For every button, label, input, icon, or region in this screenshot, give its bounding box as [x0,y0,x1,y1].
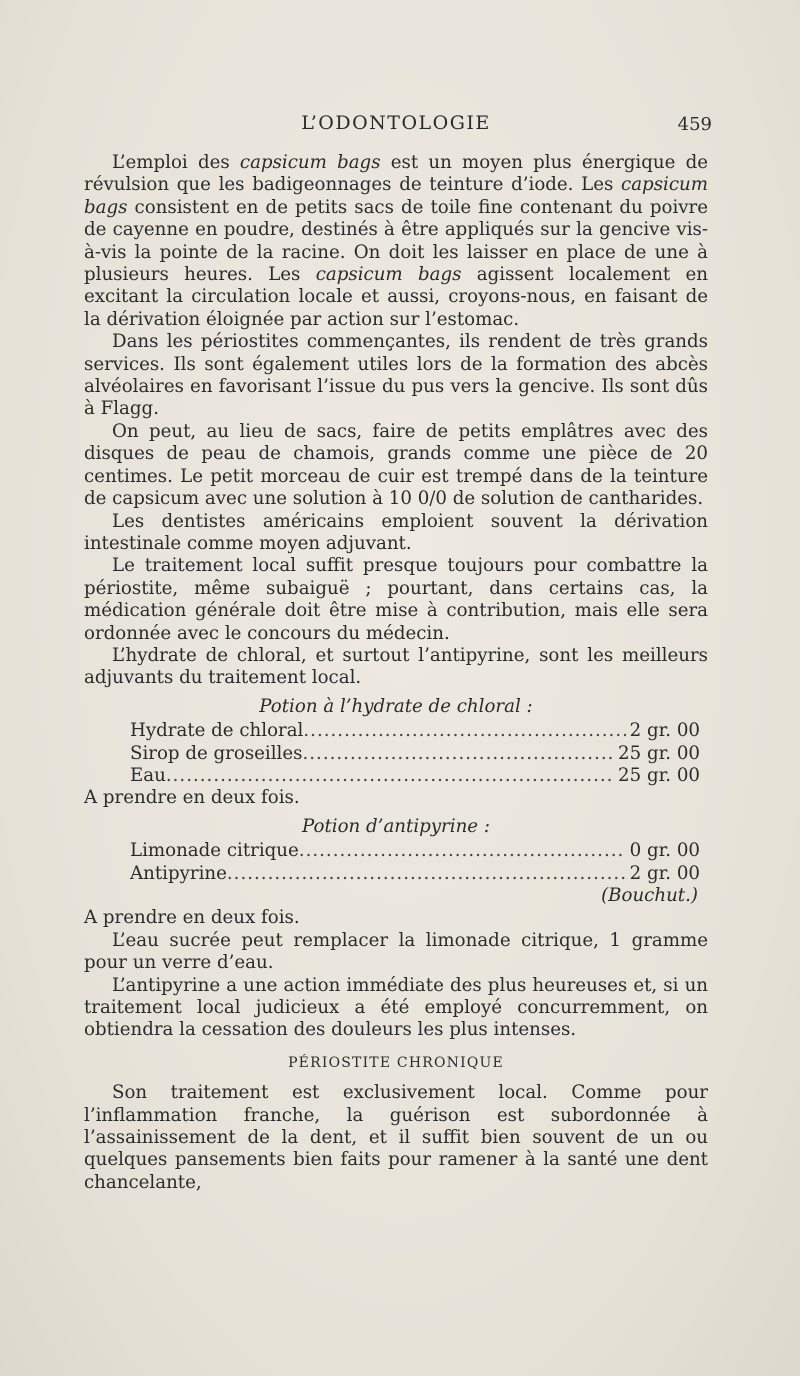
italic-term: capsicum bags [239,152,381,173]
page-number: 459 [677,114,712,135]
paragraph-text: agissent localement en excitant la circulation locale et aussi, croyons-nous, en faisant de la dérivation éloignée par action sur l’estomac. [84,264,709,330]
ingredient-quantity: 0 gr. 00 [629,840,700,862]
ingredient-name: Limonade citrique [130,840,299,862]
paragraph-derivation: Les dentistes américains emploient souvent la dérivation intestinale comme moyen adjuvant. [84,510,708,554]
paragraph-capsicum [84,152,708,331]
ingredient-name: Sirop de groseilles [130,742,303,764]
formula-line [84,765,708,787]
formula-antipyrine-instruction: A prendre en deux fois. [84,907,300,929]
ingredient-name: Antipyrine [130,862,227,884]
paragraph-antipyrine-action: L’antipyrine a une action immédiate des plus heureuses et, si un traitement local judicieux a été employé concurremment, on obtiendra la cessation des douleurs les plus intenses. [84,974,708,1041]
paragraph-chronique: Son traitement est exclusivement local. Comme pour l’inflammation franche, la guérison est subordonnée à l’assainissement de la dent, et il suffit bien souvent de un ou quelques pansements bien faits pour ramener à la santé une dent chancelante, [84,1082,708,1193]
paragraph-text: est un moyen plus énergique de révulsion que les badigeonnages de teinture d’iode. Les [84,152,708,196]
paragraph-adjuvants: L’hydrate de chloral, et surtout l’antipyrine, sont les meilleurs adjuvants du traitement local. [84,644,708,689]
leader-dots [299,840,626,862]
paragraph-text: L’emploi des [112,152,240,173]
italic-term: capsicum bags [315,264,462,286]
ingredient-quantity: 25 gr. 00 [618,742,700,764]
ingredient-quantity: 2 gr. 00 [629,720,700,742]
running-title: L’ODONTOLOGIE [301,112,491,134]
section-title: PÉRIOSTITE CHRONIQUE [288,1054,504,1071]
paragraph-text: consistent en de petits sacs de toile fine contenant du poivre de cayenne en poudre, destinés à être appliqués sur la gencive vis-à-vis la pointe de la racine. On doit les laisser en place de une à plusieurs heures. Les [84,196,708,286]
ingredient-quantity: 2 gr. 00 [629,862,700,884]
italic-term: capsicum bags [84,174,708,218]
formula-line [84,743,708,765]
leader-dots [302,743,614,765]
formula-antipyrine-heading: Potion d’antipyrine : [302,815,490,837]
ingredient-name: Eau [130,764,166,786]
paragraph-eau-sucree: L’eau sucrée peut remplacer la limonade citrique, 1 gramme pour un verre d’eau. [84,929,708,974]
formula-line [84,840,708,862]
formula-line [84,863,708,885]
paragraph-periostites: Dans les périostites commençantes, ils rendent de très grands services. Ils sont également utiles lors de la formation des abcès alvéolaires en favorisant l’issue du pus vers la gencive. Ils sont dûs à Flagg. [84,331,708,420]
paragraph-traitement-local: Le traitement local suffit presque toujours pour combattre la périostite, même subaiguë ; pourtant, dans certains cas, la médication générale doit être mise à contribution, mais elle sera ordonnée avec le concours du médecin. [84,555,708,644]
leader-dots [227,863,626,885]
leader-dots [166,765,614,787]
formula-source: (Bouchut.) [601,885,698,906]
page-body [84,152,708,1194]
ingredient-name: Hydrate de chloral [130,720,304,742]
ingredient-quantity: 25 gr. 00 [618,764,700,786]
leader-dots [303,720,625,742]
formula-chloral-instruction: A prendre en deux fois. [84,787,300,809]
page-header [80,112,712,142]
paragraph-emplatres: On peut, au lieu de sacs, faire de petits emplâtres avec des disques de peau de chamois, grands comme une pièce de 20 centimes. Le petit morceau de cuir est trempé dans de la teinture de capsicum avec une solution à 10 0/0 de solution de cantharides. [84,420,708,510]
formula-line [84,720,708,742]
formula-chloral-heading: Potion à l’hydrate de chloral : [259,695,533,717]
